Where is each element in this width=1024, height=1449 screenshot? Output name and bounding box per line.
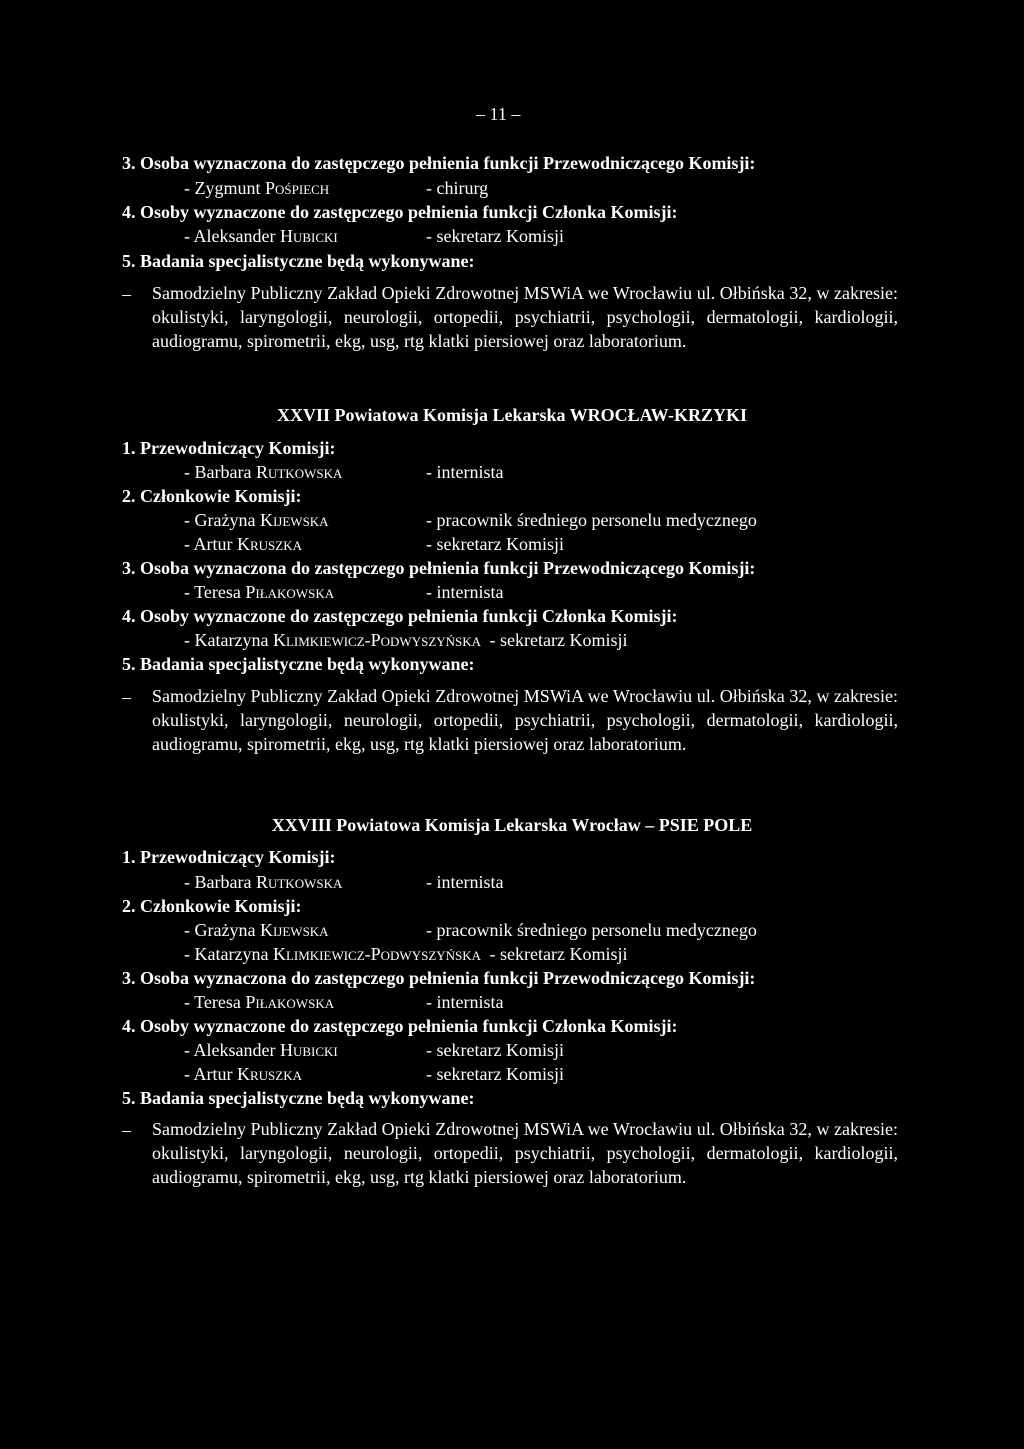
person-last-name: Klimkiewicz-Podwyszyńska [272, 630, 482, 650]
person-role: - pracownik średniego personelu medycznego [426, 510, 757, 530]
person-first-name: - Artur [184, 1064, 237, 1084]
person-first-name: - Grażyna [184, 920, 260, 940]
s28-item2-label: 2. Członkowie Komisji: [122, 896, 302, 916]
person-first-name: - Barbara [184, 462, 256, 482]
s27-item1-label: 1. Przewodniczący Komisji: [122, 438, 336, 458]
person-entry [184, 919, 757, 941]
block1-item4-label: 4. Osoby wyznaczone do zastępczego pełnienia funkcji Członka Komisji: [122, 202, 678, 222]
person-role: - sekretarz Komisji [426, 534, 564, 554]
person-first-name: - Barbara [184, 872, 256, 892]
person-entry [184, 991, 504, 1013]
person-entry [184, 461, 504, 483]
person-role: - sekretarz Komisji [426, 1064, 564, 1084]
person-role: - internista [426, 462, 504, 482]
s27-item2-label: 2. Członkowie Komisji: [122, 486, 302, 506]
person-entry [184, 1039, 564, 1061]
person-role: - sekretarz Komisji [489, 944, 628, 964]
block1-item5-label: 5. Badania specjalistyczne będą wykonywane: [122, 251, 475, 271]
person-first-name: - Teresa [184, 992, 246, 1012]
person-last-name: Kruszka [237, 1064, 303, 1084]
person-first-name: - Artur [184, 534, 237, 554]
person-role: - pracownik średniego personelu medycznego [426, 920, 757, 940]
page-number: – 11 – [476, 104, 521, 124]
person-entry [184, 629, 628, 651]
person-first-name: - Zygmunt [184, 178, 265, 198]
person-last-name: Piłakowska [245, 582, 335, 602]
s27-item3-label: 3. Osoba wyznaczona do zastępczego pełnienia funkcji Przewodniczącego Komisji: [122, 558, 756, 578]
person-first-name: - Katarzyna [184, 944, 273, 964]
person-last-name: Kijewska [259, 920, 329, 940]
list-dash: – [122, 284, 131, 304]
person-last-name: Klimkiewicz-Podwyszyńska [272, 944, 482, 964]
person-entry [184, 1063, 564, 1085]
person-last-name: Pośpiech [265, 178, 330, 198]
person-role: - chirurg [426, 178, 489, 198]
person-first-name: - Aleksander [184, 226, 280, 246]
person-role: - sekretarz Komisji [426, 1040, 564, 1060]
list-dash: – [122, 1120, 131, 1140]
person-entry [184, 581, 504, 603]
person-first-name: - Teresa [184, 582, 246, 602]
person-entry [184, 509, 757, 531]
person-entry [184, 871, 504, 893]
s28-item4-label: 4. Osoby wyznaczone do zastępczego pełnienia funkcji Członka Komisji: [122, 1016, 678, 1036]
person-last-name: Hubicki [279, 226, 338, 246]
s27-item5-label: 5. Badania specjalistyczne będą wykonywane: [122, 654, 475, 674]
person-last-name: Rutkowska [255, 462, 343, 482]
block1-item3-label: 3. Osoba wyznaczona do zastępczego pełnienia funkcji Przewodniczącego Komisji: [122, 153, 756, 173]
person-entry [184, 533, 564, 555]
person-role: - sekretarz Komisji [489, 630, 628, 650]
examination-paragraph: Samodzielny Publiczny Zakład Opieki Zdrowotnej MSWiA we Wrocławiu ul. Ołbińska 32, w zakresie: okulistyki, laryngologii, neurologii, ortopedii, psychiatrii, psychologii, dermatologii, kardiologii, audiogramu, spirometrii, ekg, usg, rtg klatki piersiowej oraz laboratorium. [152, 1119, 898, 1187]
person-first-name: - Aleksander [184, 1040, 280, 1060]
person-role: - internista [426, 582, 504, 602]
person-first-name: - Grażyna [184, 510, 260, 530]
person-last-name: Kruszka [237, 534, 303, 554]
examination-paragraph: Samodzielny Publiczny Zakład Opieki Zdrowotnej MSWiA we Wrocławiu ul. Ołbińska 32, w zakresie: okulistyki, laryngologii, neurologii, ortopedii, psychiatrii, psychologii, dermatologii, kardiologii, audiogramu, spirometrii, ekg, usg, rtg klatki piersiowej oraz laboratorium. [152, 283, 898, 351]
s28-item1-label: 1. Przewodniczący Komisji: [122, 847, 336, 867]
person-role: - internista [426, 992, 504, 1012]
s28-item5-label: 5. Badania specjalistyczne będą wykonywane: [122, 1088, 475, 1108]
person-last-name: Rutkowska [255, 872, 343, 892]
section-heading-xxviii: XXVIII Powiatowa Komisja Lekarska Wrocław – PSIE POLE [271, 815, 753, 835]
person-last-name: Hubicki [279, 1040, 338, 1060]
person-last-name: Piłakowska [245, 992, 335, 1012]
section-heading-xxvii: XXVII Powiatowa Komisja Lekarska WROCŁAW-KRZYKI [276, 405, 748, 425]
person-last-name: Kijewska [259, 510, 329, 530]
person-entry [184, 177, 489, 199]
s28-item3-label: 3. Osoba wyznaczona do zastępczego pełnienia funkcji Przewodniczącego Komisji: [122, 968, 756, 988]
person-role: - internista [426, 872, 504, 892]
s27-item4-label: 4. Osoby wyznaczone do zastępczego pełnienia funkcji Członka Komisji: [122, 606, 678, 626]
person-role: - sekretarz Komisji [426, 226, 564, 246]
list-dash: – [122, 687, 131, 707]
person-entry [184, 943, 628, 965]
examination-paragraph: Samodzielny Publiczny Zakład Opieki Zdrowotnej MSWiA we Wrocławiu ul. Ołbińska 32, w zakresie: okulistyki, laryngologii, neurologii, ortopedii, psychiatrii, psychologii, dermatologii, kardiologii, audiogramu, spirometrii, ekg, usg, rtg klatki piersiowej oraz laboratorium. [152, 686, 898, 754]
person-first-name: - Katarzyna [184, 630, 273, 650]
person-entry [184, 225, 564, 247]
